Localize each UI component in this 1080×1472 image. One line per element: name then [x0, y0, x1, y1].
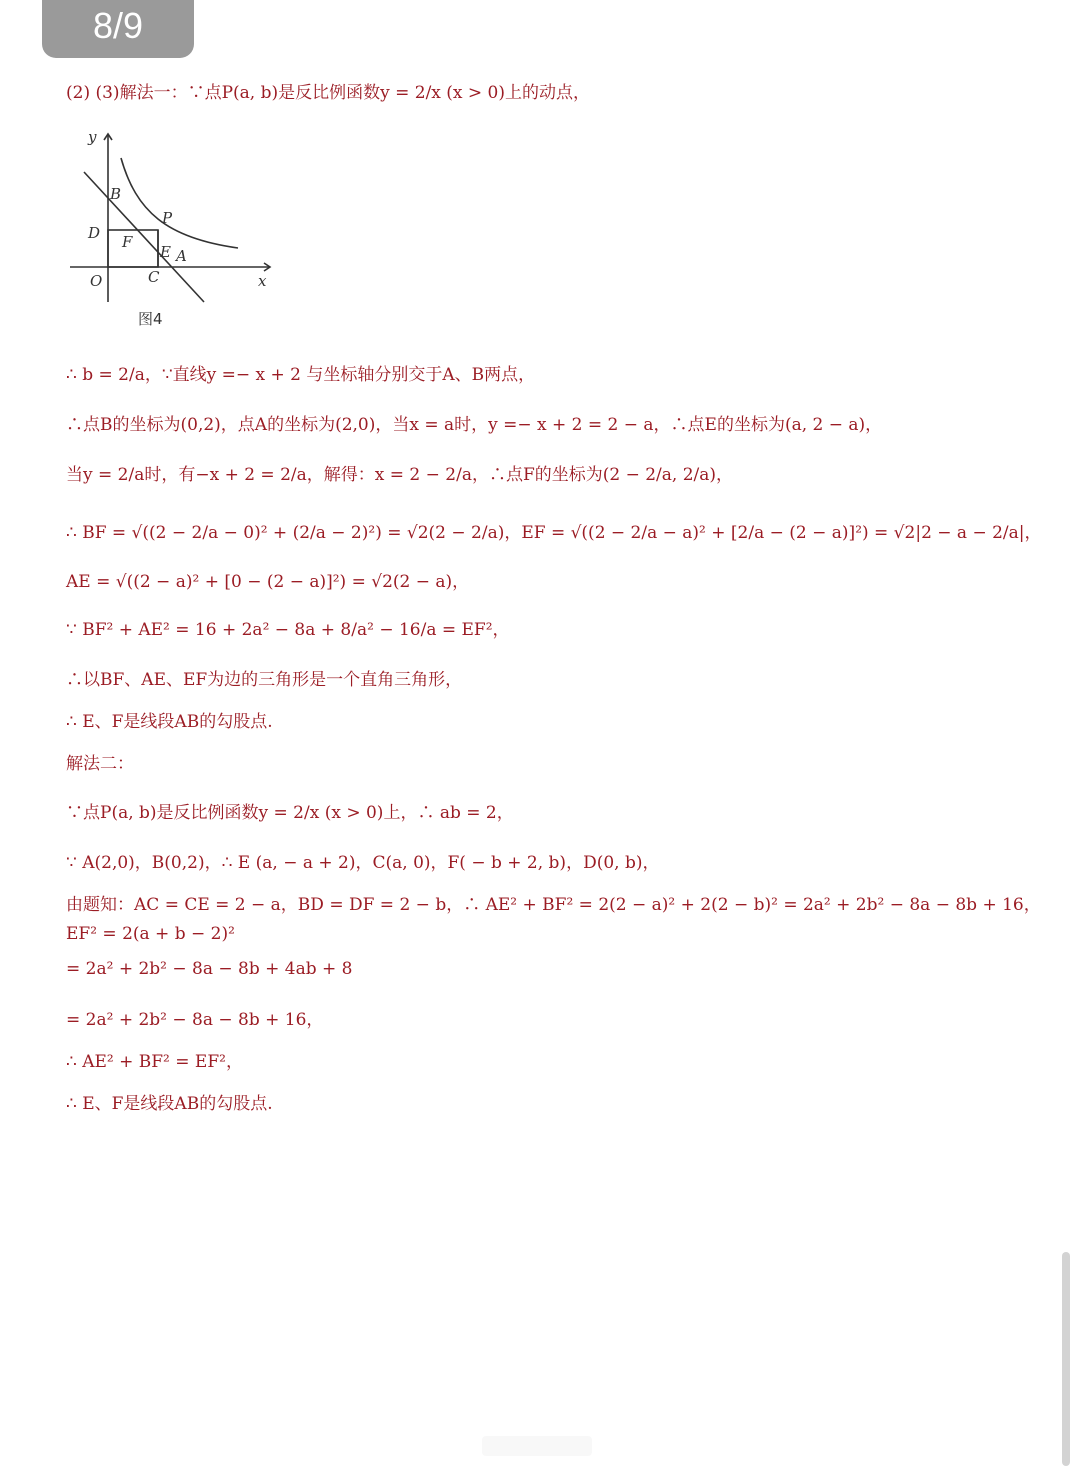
hyperbola-curve: [121, 158, 238, 248]
figure-caption: 图4: [138, 310, 163, 328]
solution-line-14: EF² = 2(a + b − 2)²: [66, 924, 235, 944]
solution-line-3: ∴点B的坐标为(0,2)，点A的坐标为(2,0)，当x = a时，y =− x + 2 = 2 − a，∴点E的坐标为(a, 2 − a)，: [66, 415, 883, 435]
label-a: A: [176, 247, 187, 265]
label-o: O: [90, 272, 103, 290]
solution-line-10: 解法二：: [66, 754, 134, 774]
solution-line-9: ∴ E、F是线段AB的勾股点.: [66, 712, 273, 732]
scrollbar[interactable]: [1062, 1252, 1070, 1466]
label-b: B: [110, 185, 122, 203]
solution-line-2: ∴ b = 2/a，∵直线y =− x + 2 与坐标轴分别交于A、B两点，: [66, 365, 536, 385]
solution-line-11: ∵点P(a, b)是反比例函数y = 2/x (x > 0)上，∴ ab = 2，: [66, 803, 514, 823]
label-x: x: [258, 272, 267, 290]
watermark: [482, 1436, 592, 1456]
label-f: F: [122, 233, 133, 251]
page-indicator-text: 8/9: [92, 5, 144, 46]
solution-line-6: AE = √((2 − a)² + [0 − (2 − a)]²) = √2(2 − a)，: [66, 572, 470, 592]
label-c: C: [148, 268, 160, 286]
solution-line-4: 当y = 2/a时，有−x + 2 = 2/a，解得：x = 2 − 2/a，∴点F的坐标为(2 − 2/a, 2/a)，: [66, 465, 734, 485]
solution-line-18: ∴ E、F是线段AB的勾股点.: [66, 1094, 273, 1114]
solution-line-15: = 2a² + 2b² − 8a − 8b + 4ab + 8: [66, 959, 353, 979]
solution-line-7: ∵ BF² + AE² = 16 + 2a² − 8a + 8/a² − 16/a = EF²，: [66, 620, 510, 640]
coordinate-figure: [66, 126, 276, 332]
solution-line-17: ∴ AE² + BF² = EF²，: [66, 1052, 243, 1072]
solution-line-13: 由题知：AC = CE = 2 − a，BD = DF = 2 − b，∴ AE² + BF² = 2(2 − a)² + 2(2 − b)² = 2a² + 2b² − 8a − 8b + 16，: [66, 895, 1041, 915]
solution-line-1: (2) (3)解法一：∵点P(a, b)是反比例函数y = 2/x (x > 0)上的动点，: [66, 83, 591, 103]
label-p: P: [162, 209, 173, 227]
solution-line-5: ∴ BF = √((2 − 2/a − 0)² + (2/a − 2)²) = √2(2 − 2/a)，EF = √((2 − 2/a − a)² + [2/a − (2 − a)]²) = √2|2 − a − 2/a|，: [66, 523, 1042, 543]
solution-line-12: ∵ A(2,0)，B(0,2)，∴ E (a, − a + 2)，C(a, 0)，F( − b + 2, b)，D(0, b)，: [66, 853, 660, 873]
solution-line-8: ∴以BF、AE、EF为边的三角形是一个直角三角形，: [66, 670, 463, 690]
page-indicator: [42, 0, 194, 58]
solution-line-16: = 2a² + 2b² − 8a − 8b + 16，: [66, 1010, 324, 1030]
label-d: D: [88, 224, 101, 242]
label-y: y: [88, 128, 97, 146]
label-e: E: [160, 243, 171, 261]
rectangle-odpc: [108, 230, 158, 267]
